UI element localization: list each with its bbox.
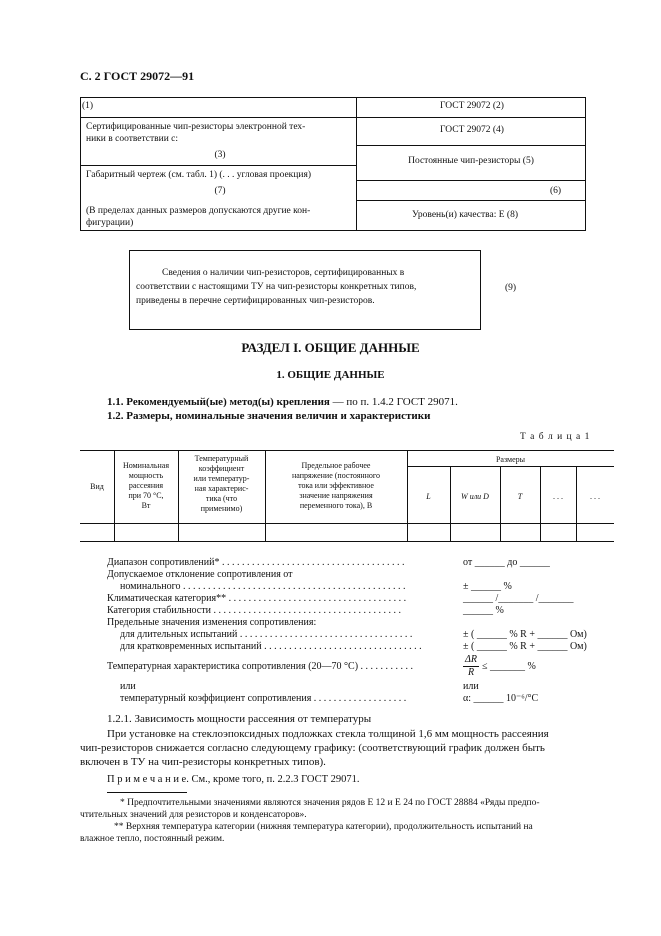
col-temp-line: ная характерис- xyxy=(194,484,249,493)
spec-stability-value: ______ % xyxy=(463,605,504,616)
spec-stability: Категория стабильности . . . . . . . . . . . . . . . . . . . . . . . . . . . . . . . . . . . . . . xyxy=(107,605,401,616)
paragraph-1-2-1-line-1: При установке на стеклоэпоксидных подложках стекла толщиной 1,6 мм мощность рассеяния xyxy=(107,728,549,740)
dimension-drawing-text: Габаритный чертеж (см. табл. 1) (. . . угловая проекция) xyxy=(86,170,311,180)
col-voltage-line: Предельное рабочее xyxy=(301,461,371,470)
spec-temp-char-value: ≤ _______ % xyxy=(482,661,536,672)
col-temp-line: применимо) xyxy=(200,504,243,513)
spec-short-term-value: ± ( ______ % R + ______ Ом) xyxy=(463,641,587,652)
col-vid: Вид xyxy=(90,482,104,491)
spec-tolerance-value: ± ______ % xyxy=(463,581,512,592)
note: П р и м е ч а н и е. См., кроме того, п. 2.2.3 ГОСТ 29071. xyxy=(107,774,360,785)
col-power-line: Номинальная xyxy=(122,461,170,470)
form-field-6: (6) xyxy=(550,186,562,196)
box-line-1: Сведения о наличии чип-резисторов, сертифицированных в xyxy=(162,268,405,278)
col-voltage xyxy=(265,461,407,511)
spec-tolerance: Допускаемое отклонение сопротивления от xyxy=(107,569,293,580)
col-temp-line: или температур- xyxy=(193,474,250,483)
spec-or-left: или xyxy=(120,681,136,692)
box-line-3: приведены в перечне сертифицированных чип-резисторов. xyxy=(136,296,375,306)
col-temp-line: Температурный xyxy=(194,454,249,463)
page-header: С. 2 ГОСТ 29072—91 xyxy=(80,69,195,83)
col-voltage-line: значение напряжения xyxy=(299,491,373,500)
col-temp-line: коэффициент xyxy=(198,464,245,473)
col-l: L xyxy=(426,492,431,501)
col-temp-line: тика (что xyxy=(205,494,238,503)
paragraph-1-2-1-line-3: включен в ТУ на чип-резисторы конкретных типов). xyxy=(80,756,326,768)
col-voltage-line: переменного тока), В xyxy=(299,501,373,510)
spec-resistance-range: Диапазон сопротивлений* . . . . . . . . . . . . . . . . . . . . . . . . . . . . . . . . . . . . . xyxy=(107,557,405,568)
form-field-8: Уровень(и) качества: Е (8) xyxy=(412,210,518,220)
footnote-divider xyxy=(107,792,187,793)
form-field-5: Постоянные чип-резисторы (5) xyxy=(408,156,534,166)
col-dots-2: . . . xyxy=(590,492,600,501)
spec-or-right: или xyxy=(463,681,479,692)
paragraph-1-1-label: 1.1. Рекомендуемый(ые) метод(ы) крепления xyxy=(107,396,330,408)
footnote-2: ** Верхняя температура категории (нижняя температура категории), продолжительность испытаний на xyxy=(114,822,533,832)
col-temp xyxy=(178,454,265,514)
form-field-3: (3) xyxy=(214,150,226,160)
paragraph-1-1-text: — по п. 1.4.2 ГОСТ 29071. xyxy=(329,396,458,408)
form-field-4: ГОСТ 29072 (4) xyxy=(440,125,504,135)
fraction-denominator: R xyxy=(463,666,479,679)
footnote-1-cont: чтительных значений для резисторов и конденсаторов». xyxy=(80,810,307,820)
box-number-9: (9) xyxy=(505,283,517,293)
spec-climatic-value: ______ /_______ /_______ xyxy=(463,593,574,604)
configuration-note: (В пределах данных размеров допускаются другие кон- xyxy=(86,206,311,216)
footnote-1: * Предпочтительными значениями являются значения рядов Е 12 и Е 24 по ГОСТ 28884 «Ряды предпо- xyxy=(120,798,540,808)
certification-text: Сертифицированные чип-резисторы электронной тех- xyxy=(86,122,306,132)
col-power-line: при 70 °С, xyxy=(128,491,164,500)
section-title: РАЗДЕЛ I. ОБЩИЕ ДАННЫЕ xyxy=(241,340,420,355)
spec-temp-char: Температурная характеристика сопротивления (20—70 °С) . . . . . . . . . . . xyxy=(107,661,414,672)
fraction-numerator: ΔR xyxy=(465,654,477,665)
paragraph-1-1 xyxy=(107,396,458,408)
col-voltage-line: напряжение (постоянного xyxy=(291,471,381,480)
col-power-line: рассеяния xyxy=(128,481,164,490)
configuration-note-2: фигурации) xyxy=(86,218,134,228)
spec-temp-coef-value: α: ______ 10⁻⁶/°С xyxy=(463,693,539,704)
spec-temp-coef: температурный коэффициент сопротивления . . . . . . . . . . . . . . . . . . . xyxy=(120,693,407,704)
col-sizes: Размеры xyxy=(495,455,526,464)
col-voltage-line: тока или эффективное xyxy=(298,481,374,490)
col-power-line: мощность xyxy=(128,471,164,480)
form-field-1: (1) xyxy=(82,101,94,111)
col-w: W или D xyxy=(461,492,489,501)
spec-tolerance-2: номинального . . . . . . . . . . . . . . . . . . . . . . . . . . . . . . . . . . . . . . . . . . . . . xyxy=(120,581,406,592)
paragraph-1-2: 1.2. Размеры, номинальные значения величин и характеристики xyxy=(107,410,431,422)
form-field-2: ГОСТ 29072 (2) xyxy=(440,101,504,111)
table-caption: Т а б л и ц а 1 xyxy=(520,432,591,442)
form-field-7: (7) xyxy=(214,186,226,196)
spec-long-term-value: ± ( ______ % R + ______ Ом) xyxy=(463,629,587,640)
spec-fraction xyxy=(463,654,479,679)
spec-limits: Предельные значения изменения сопротивления: xyxy=(107,617,317,628)
spec-long-term: для длительных испытаний . . . . . . . . . . . . . . . . . . . . . . . . . . . . . . . . . . . xyxy=(120,629,413,640)
sub-title: 1. ОБЩИЕ ДАННЫЕ xyxy=(276,369,385,381)
spec-resistance-range-value: от ______ до ______ xyxy=(463,557,550,568)
col-dots-1: . . . xyxy=(553,492,563,501)
spec-climatic: Климатическая категория** . . . . . . . . . . . . . . . . . . . . . . . . . . . . . . . . . . . . xyxy=(107,593,407,604)
box-line-2: соответствии с настоящими ТУ на чип-резисторы конкретных типов, xyxy=(136,282,417,292)
col-power-line: Вт xyxy=(141,501,151,510)
certification-text-2: ники в соответствии с: xyxy=(86,134,179,144)
paragraph-1-2-1-line-2: чип-резисторов снижается согласно следующему графику: (соответствующий график должен быть xyxy=(80,742,545,754)
col-t: T xyxy=(517,492,523,501)
spec-short-term: для кратковременных испытаний . . . . . . . . . . . . . . . . . . . . . . . . . . . . . . . . xyxy=(120,641,422,652)
col-power xyxy=(114,461,178,511)
paragraph-1-2-1-title: 1.2.1. Зависимость мощности рассеяния от температуры xyxy=(107,713,372,725)
footnote-2-cont: влажное тепло, постоянный режим. xyxy=(80,834,225,844)
